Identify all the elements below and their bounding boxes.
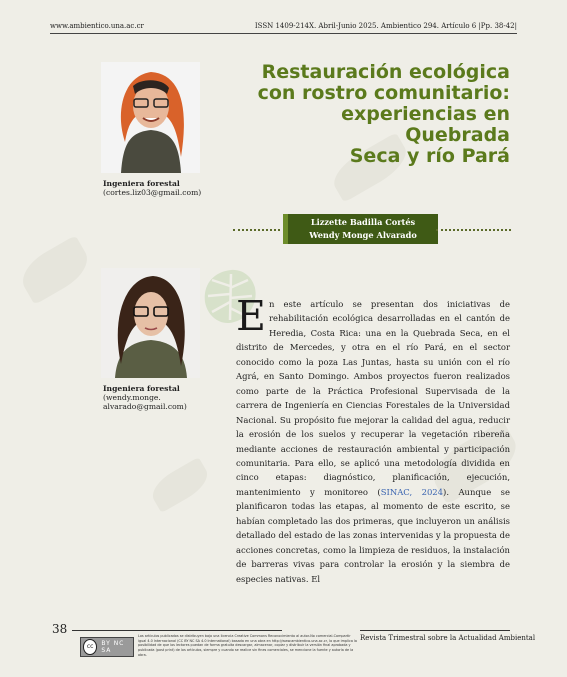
body-text-part-1: n este artículo se presentan dos iniciativas de rehabilitación ecológica desarrolladas en el cantón de Heredia, Costa Rica: una en la Quebrada Seca, en el distrito de Mercedes, y otra en el río Pará, en el sector conocido como la poza Las Juntas, hasta su unión con el río Agrá, en Santo Domingo. Ambos proyectos fueron realizados como parte de la Práctica Profesional Supervisada de la carrera de Ingeniería en Ciencias Forestales de la Universidad Nacional. Su propósito fue mejorar la calidad del agua, reducir la erosión de los suelos y recuperar la vegetación ribereña mediante acciones de restauración ambiental y participación comunitaria. Para ello, se aplicó una metodología dividida en cinco etapas: diagnóstico, planificación, ejecución, mantenimiento y monitoreo (: [236, 299, 510, 497]
author-2-role: Ingeniera forestal: [103, 384, 180, 393]
page-number: 38: [52, 622, 68, 636]
header-issn: ISSN 1409-214X. Abril-Junio 2025. Ambientico 294. Artículo 6 |Pp. 38-42|: [254, 22, 517, 30]
citation-link[interactable]: SINAC, 2024: [380, 486, 444, 497]
dotted-divider-right: [436, 229, 511, 231]
title-line: experiencias en Quebrada: [341, 103, 510, 146]
cc-license-marks: BY NC SA: [101, 640, 125, 654]
background-leaf-decoration: [15, 235, 96, 305]
author-1-role: Ingeniera forestal: [103, 179, 180, 188]
author-2-email-line-1[interactable]: (wendy.monge.: [103, 393, 161, 402]
background-leaf-decoration: [147, 457, 214, 513]
creative-commons-badge[interactable]: [80, 637, 134, 657]
journal-name: Revista Trimestral sobre la Actualidad Ambiental: [360, 634, 536, 642]
footer-divider-right: [360, 630, 510, 631]
author-1-caption: [103, 179, 201, 197]
author-2-email-line-2[interactable]: alvarado@gmail.com): [103, 402, 187, 411]
title-line: Seca y río Pará: [349, 145, 510, 167]
author-photo-2: [101, 268, 200, 378]
body-text-part-2: ). Aunque se planificaron todas las etapas, al momento de este escrito, se habían completado las dos primeras, que incluyeron un análisis detallado del estado de las zonas intervenidas y la propuesta de acciones concretas, como la limpieza de residuos, la instalación de barreras vivas para controlar la erosión y la siembra de especies nativas. El: [236, 486, 510, 584]
header-site-url: www.ambientico.una.ac.cr: [50, 22, 144, 30]
header-divider: [50, 33, 517, 34]
article-body: [236, 292, 510, 586]
author-photo-1: [101, 62, 200, 173]
author-1-email[interactable]: (cortes.liz03@gmail.com): [103, 188, 202, 197]
footer-divider-left: [72, 630, 282, 631]
title-line: Restauración ecológica: [261, 61, 510, 83]
author-name-2: Wendy Monge Alvarado: [309, 230, 417, 240]
author-2-caption: [103, 384, 187, 411]
license-text: Los artículos publicados se distribuyen bajo una licencia Creative Commons Reconocimiento al autor-No comercial-Compartir igual 4.0 Internacional (CC BY NC SA 4.0 International) basada en una obra en http://www.ambientico.una.ac.cr, lo que implica la posibilidad de que los lectores puedan de forma gratuita descargar, almacenar, copiar y distribuir la versión final aprobada y publicada (post print) de los artículos, siempre y cuando se realice sin fines comerciales, se mencione la fuente y autoría de la obra.: [138, 634, 358, 657]
cc-icon: cc: [83, 639, 97, 655]
author-name-1: Lizzette Badilla Cortés: [310, 217, 416, 227]
author-names-box: [283, 214, 438, 244]
dotted-divider-left: [233, 229, 280, 231]
title-line: con rostro comunitario:: [257, 82, 510, 104]
drop-cap: E: [236, 292, 266, 340]
article-title: [245, 62, 510, 167]
